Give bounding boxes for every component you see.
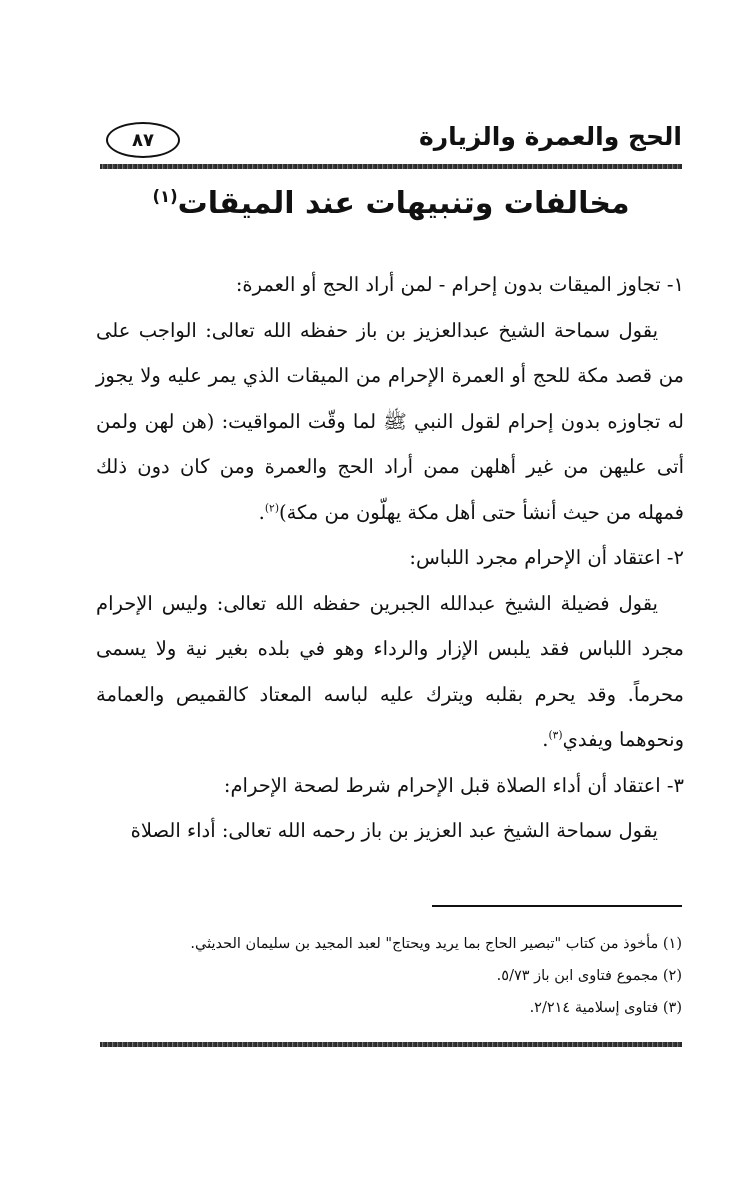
page-number-badge xyxy=(106,122,180,158)
footnote-separator xyxy=(432,905,682,907)
section-heading-3: ٣- اعتقاد أن أداء الصلاة قبل الإحرام شرط لصحة الإحرام: xyxy=(223,773,684,797)
footnote-ref-2: (٢) xyxy=(264,501,279,514)
footnote-2: (٢) مجموع فتاوى ابن باز ٥/٧٣. xyxy=(496,968,682,984)
paragraph-2 xyxy=(96,581,684,763)
paragraph-1-text: يقول سماحة الشيخ عبدالعزيز بن باز حفظه الله تعالى: الواجب على من قصد مكة للحج أو العمرة الإحرام من الميقات الذي يمر عليه ولا يجوز له تجاوزه بدون إحرام لقول النبي ﷺ لما وقّت المواقيت: (هن لهن ولمن أتى عليهن من غير أهلهن ممن أراد الحج والعمرة ومن كان دون ذلك فمهله من حيث أنشأ حتى أهل مكة يهلّون من مكة) xyxy=(96,318,684,524)
section-heading-1: ١- تجاوز الميقات بدون إحرام - لمن أراد الحج أو العمرة: xyxy=(235,273,684,296)
footnote-3: (٣) فتاوى إسلامية ٢/٢١٤. xyxy=(529,1000,682,1016)
chapter-title xyxy=(100,186,682,221)
paragraph-3: يقول سماحة الشيخ عبد العزيز بن باز رحمه الله تعالى: أداء الصلاة xyxy=(130,819,658,842)
section-heading-2: ٢- اعتقاد أن الإحرام مجرد اللباس: xyxy=(409,546,684,569)
footnote-ref-1: (١) xyxy=(152,187,178,206)
chapter-title-text: مخالفات وتنبيهات عند الميقات xyxy=(177,186,630,221)
running-title: الحج والعمرة والزيارة xyxy=(418,122,682,151)
paragraph-1-end: . xyxy=(258,500,265,524)
footnotes xyxy=(100,928,682,1024)
paragraph-2-end: . xyxy=(542,728,549,751)
footnote-1: (١) مأخوذ من كتاب "تبصير الحاج بما يريد ويحتاج" لعبد المجيد بن سليمان الحديثي. xyxy=(190,936,682,952)
paragraph-2-text: يقول فضيلة الشيخ عبدالله الجبرين حفظه الله تعالى: وليس الإحرام مجرد اللباس فقد يلبس الإزار والرداء وهو في بلده بغير نية ولا يسمى محرماً. وقد يحرم بقلبه ويترك عليه لباسه المعتاد كالقميص والعمامة ونحوهما ويفدي xyxy=(96,591,684,751)
footnote-ref-3: (٣) xyxy=(548,728,563,742)
page-number: ٨٧ xyxy=(132,129,154,151)
body-text xyxy=(96,262,684,854)
page-header xyxy=(100,118,682,164)
footer-divider xyxy=(100,1042,682,1047)
header-divider xyxy=(100,164,682,169)
paragraph-1 xyxy=(96,308,684,536)
